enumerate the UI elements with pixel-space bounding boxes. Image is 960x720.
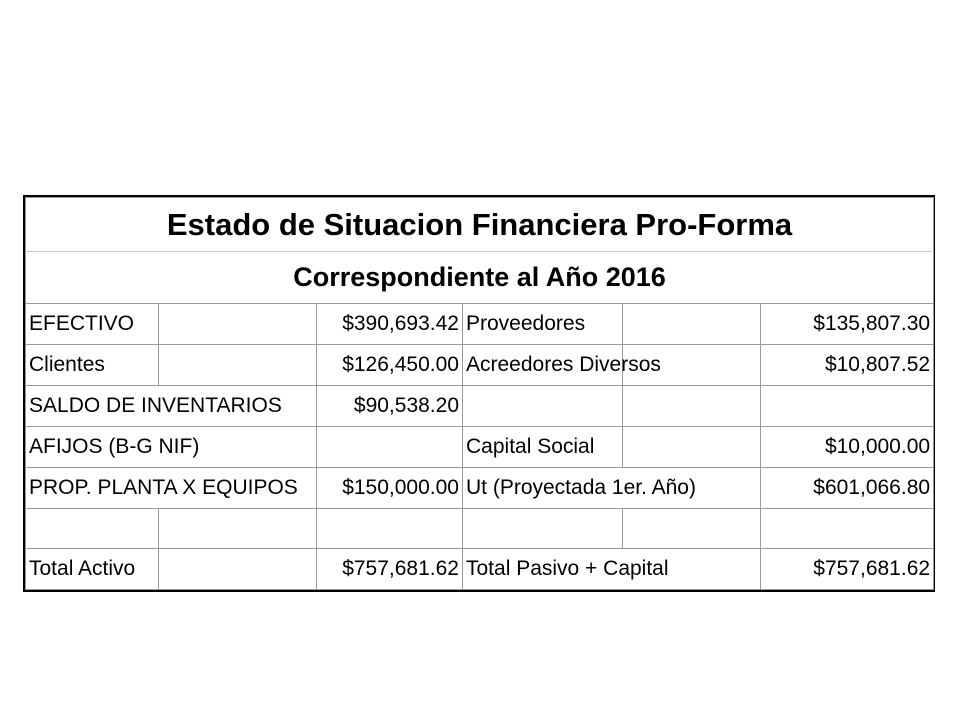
asset-value-cell[interactable]: $90,538.20 (317, 386, 463, 427)
liability-value-cell[interactable]: $135,807.30 (761, 304, 934, 345)
asset-value-cell[interactable]: $150,000.00 (317, 468, 463, 509)
liability-extra-cell[interactable] (623, 386, 761, 427)
asset-extra-cell[interactable] (159, 509, 317, 549)
asset-label-cell[interactable]: AFIJOS (B-G NIF) (26, 427, 317, 468)
total-liabilities-label[interactable]: Total Pasivo + Capital (463, 549, 761, 590)
asset-extra-cell[interactable] (159, 549, 317, 590)
asset-value-cell[interactable]: $126,450.00 (317, 345, 463, 386)
liability-label-cell[interactable]: Proveedores (463, 304, 623, 345)
asset-extra-cell[interactable] (159, 304, 317, 345)
balance-sheet-table (25, 197, 934, 590)
liability-value-cell[interactable]: $10,000.00 (761, 427, 934, 468)
liability-extra-cell[interactable] (623, 427, 761, 468)
asset-label-cell[interactable]: Clientes (26, 345, 159, 386)
statement-title: Estado de Situacion Financiera Pro-Forma (26, 198, 934, 252)
liability-value-cell[interactable]: $601,066.80 (761, 468, 934, 509)
asset-value-cell[interactable]: $390,693.42 (317, 304, 463, 345)
liability-label-cell[interactable]: Acreedores Diversos (463, 345, 623, 386)
liability-label-cell[interactable]: Capital Social (463, 427, 623, 468)
table-row (26, 468, 934, 509)
table-row (26, 386, 934, 427)
asset-extra-cell[interactable] (159, 345, 317, 386)
total-assets-label[interactable]: Total Activo (26, 549, 159, 590)
totals-row (26, 549, 934, 590)
asset-value-cell[interactable] (317, 509, 463, 549)
liability-label-cell[interactable]: Ut (Proyectada 1er. Año) (463, 468, 761, 509)
liability-extra-cell[interactable] (623, 304, 761, 345)
asset-value-cell[interactable] (317, 427, 463, 468)
total-assets-value[interactable]: $757,681.62 (317, 549, 463, 590)
total-liabilities-value[interactable]: $757,681.62 (761, 549, 934, 590)
table-row (26, 509, 934, 549)
asset-label-cell[interactable]: SALDO DE INVENTARIOS (26, 386, 317, 427)
asset-label-cell[interactable]: PROP. PLANTA X EQUIPOS (26, 468, 317, 509)
table-row (26, 345, 934, 386)
liability-extra-cell[interactable] (623, 509, 761, 549)
statement-subtitle: Correspondiente al Año 2016 (26, 252, 934, 304)
financial-statement-sheet (23, 195, 935, 592)
liability-value-cell[interactable] (761, 509, 934, 549)
liability-label-cell[interactable] (463, 509, 623, 549)
subtitle-row (26, 252, 934, 304)
asset-label-cell[interactable] (26, 509, 159, 549)
liability-value-cell[interactable]: $10,807.52 (761, 345, 934, 386)
title-row (26, 198, 934, 252)
table-row (26, 427, 934, 468)
asset-label-cell[interactable]: EFECTIVO (26, 304, 159, 345)
liability-label-cell[interactable] (463, 386, 623, 427)
table-row (26, 304, 934, 345)
liability-value-cell[interactable] (761, 386, 934, 427)
